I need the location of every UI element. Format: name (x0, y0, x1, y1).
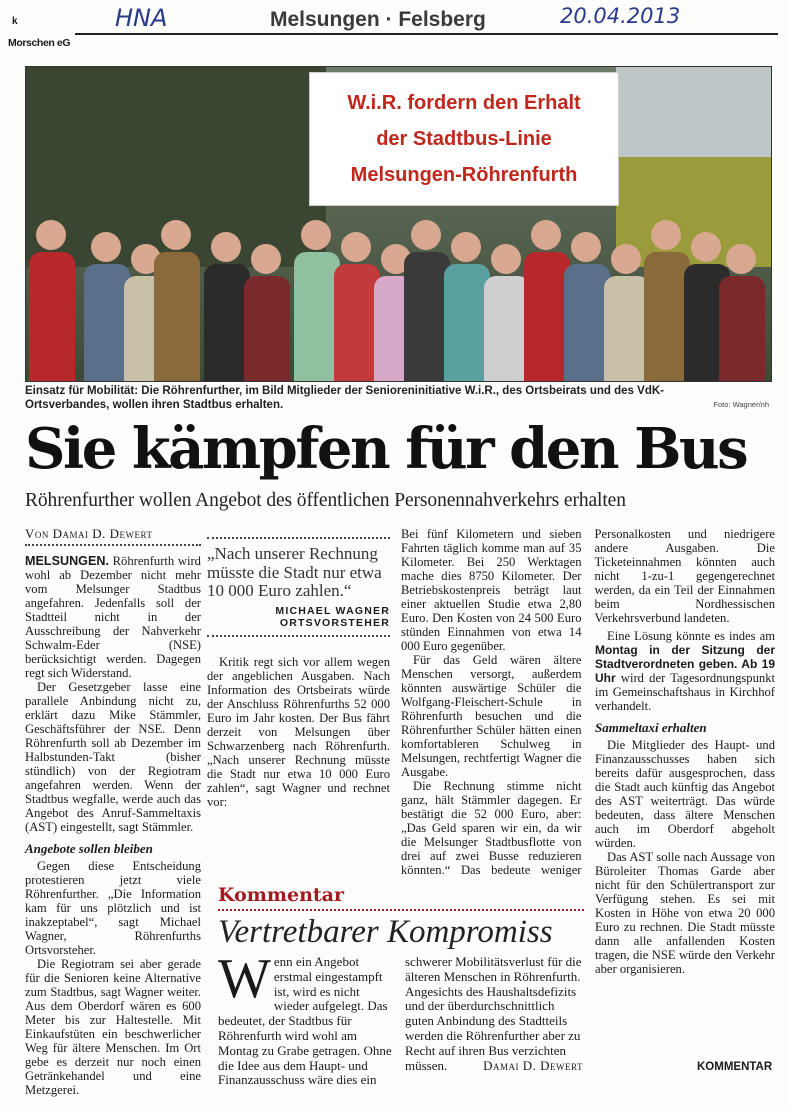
person-head (91, 232, 121, 262)
article-column-4 (595, 629, 775, 976)
person-body (524, 252, 570, 381)
person-body (404, 252, 450, 381)
paragraph-text: wird der Tagesordnungspunkt im Gemeinschaftshaus in Kirchhof verhandelt. (595, 671, 775, 713)
paragraph: Das AST solle nach Aussage von Büroleiter Thomas Garde aber nicht für den Schülertransport zur Verfügung stehen. Es sei mit Kosten in Höhe von etwa 20 000 Euro zu rechnen. Die Stadt müsste dann alle anfallenden Kosten tragen, die NSE würde den Verkehr aber organisieren. (595, 850, 775, 976)
article-column-1 (25, 527, 201, 1097)
person-body (484, 276, 530, 381)
photo-credit: Foto: Wagner/nh (713, 400, 769, 409)
person-head (611, 244, 641, 274)
highlight-text: Montag in der Sitzung der Stadtverordneten geben. Ab 19 Uhr (595, 643, 775, 685)
clip-fragment: k (12, 16, 18, 27)
dateline: MELSUNGEN. (25, 554, 109, 568)
quote-role: ORTSVORSTEHER (279, 616, 390, 629)
paragraph: Die Regiotram sei aber gerade für die Senioren keine Alternative zum Stadtbus, sagt Wagner weiter. Aus dem Oberdorf wären es 600 Meter bis zur Haltestelle. Mit Einkaufstüten ein beschwerlicher Weg für ältere Menschen. Im Ort gebe es derzeit nur noch einen Getränkehandel und eine Metzgerei. (25, 957, 201, 1097)
section-subhead: Sammeltaxi erhalten (595, 720, 707, 735)
person-head (211, 232, 241, 262)
quote-author: MICHAEL WAGNER (275, 604, 390, 617)
person-body (244, 276, 290, 381)
quote-text: „Nach unserer Rechnung müsste die Stadt nur etwa 10 000 Euro zahlen.“ (207, 544, 382, 600)
person-head (451, 232, 481, 262)
person-head (36, 220, 66, 250)
paragraph-text: Röhrenfurth wird wohl ab Dezember nicht mehr vom Melsunger Stadtbus angefahren. Jedenfalls soll der Stadtteil nicht in der Ausschreibung der Nahverkehr Schwalm-Eder (NSE) berücksichtigt werden. Dagegen regt sich Widerstand. (25, 554, 201, 680)
paragraph (595, 629, 775, 713)
commentary-column-2 (405, 955, 583, 1073)
person-head (161, 220, 191, 250)
person-body (444, 264, 490, 381)
paragraph: Gegen diese Entscheidung protestieren jetzt viele Röhrenfurther. „Die Information kam für uns plötzlich und ist inakzeptabel“, sagt Michael Wagner, Röhrenfurths Ortsvorsteher. (25, 859, 201, 957)
commentary-text: enn ein Angebot erstmal eingestampft ist, wird es nicht wieder aufgelegt. Das bedeutet, der Stadtbus für Röhrenfurth wird wohl am Montag zu Grabe getragen. Ohne die Idee aus dem Haupt- und Finanzausschuss wäre dies ein (218, 954, 392, 1088)
sign-line: Melsungen-Röhrenfurth (350, 164, 578, 186)
person-head (251, 244, 281, 274)
clip-fragment-source: Morschen eG (8, 37, 71, 49)
byline: Von Damai D. Dewert (25, 527, 201, 546)
person-body (154, 252, 200, 381)
person-head (651, 220, 681, 250)
commentary-title: Vertretbarer Kompromiss (218, 914, 553, 950)
paragraph: Der Gesetzgeber lasse eine parallele Anbindung nicht zu, erklärt dazu Mike Stämmler, Geschäftsführer der NSE. Denn Röhrenfurth soll ab Dezember im Halbstunden-Takt (bisher stündlich) von der Regiotram angefahren werden. Wenn der Stadtbus wegfalle, werde auch das Angebot des Anruf-Sammeltaxis (AST) eingestellt, sagt Stämmler. (25, 680, 201, 834)
paragraph: Die Rechnung stimme nicht ganz, hält Stämmler dagegen. Er bestätigt die 52 000 Euro, aber: „Das Geld sparen wir ein, da wir die Melsunger Stadtbusflotte von drei auf zwei Busse reduzieren könnten.“ Das bedeute weniger Personalkosten und niedrigere andere Ausgaben. Die Ticketeinnahmen könnten auch nicht 1-zu-1 gegengerechnet werden, da ein Teil der Einnahmen beim Nordhessischen Verkehrsverbund landeten. (401, 527, 775, 877)
person-head (301, 220, 331, 250)
person-body (604, 276, 650, 381)
person-head (571, 232, 601, 262)
person-body (334, 264, 380, 381)
article-column-2 (207, 527, 390, 809)
handwritten-date: 20.04.2013 (560, 4, 681, 28)
group-photo (25, 66, 772, 382)
section-title: Melsungen · Felsberg (270, 8, 486, 31)
person-body (644, 252, 690, 381)
person-head (531, 220, 561, 250)
person-head (491, 244, 521, 274)
person-head (691, 232, 721, 262)
paragraph: Für das Geld wären ältere Menschen versorgt, außerdem könnten auswärtige Schüler die Wolfgang-Fleischert-Schule in Röhrenfurth besuchen und die Röhrenfurther Schüler hätten einen komfortableren Schulweg in Melsungen, rechtfertigt Wagner die Ausgabe. (401, 653, 582, 779)
paragraph-text: Eine Lösung könnte es indes am (607, 629, 775, 643)
commentary-reference: KOMMENTAR (697, 1061, 773, 1073)
person-body (29, 252, 75, 381)
commentary-label: Kommentar (218, 884, 344, 906)
commentary-column-1 (218, 948, 396, 1088)
person-head (726, 244, 756, 274)
sign-line: W.i.R. fordern den Erhalt (347, 92, 581, 114)
paragraph: Die Mitglieder des Haupt- und Finanzausschusses haben sich bereits dafür ausgesprochen, dass die Stadt auch künftig das Angebot des AST weiterträgt. Das würde bedeuten, dass ältere Menschen auch im Oberdorf abgeholt würden. (595, 738, 775, 850)
person-body (719, 276, 765, 381)
paragraph (25, 554, 201, 680)
commentary-text: schwerer Mobilitätsverlust für die älteren Menschen in Röhrenfurth. Angesichts des Haushaltsdefizits und der überdurchschnittlich guten Anbindung des Stadtteils werden die Röhrenfurther aber zu Recht auf ihren Bus verzichten müssen. (405, 954, 582, 1073)
subheadline: Röhrenfurther wollen Angebot des öffentlichen Personennahverkehrs erhalten (25, 490, 626, 511)
person-body (564, 264, 610, 381)
person-body (204, 264, 250, 381)
sign-line: der Stadtbus-Linie (376, 128, 552, 150)
pull-quote (207, 537, 390, 637)
section-subhead: Angebote sollen bleiben (25, 841, 153, 856)
person-body (294, 252, 340, 381)
protest-sign (309, 72, 619, 206)
header-rule (75, 33, 778, 35)
drop-cap: W (218, 948, 271, 1010)
headline: Sie kämpfen für den Bus (25, 416, 747, 482)
person-head (411, 220, 441, 250)
commentary-rule (218, 909, 584, 911)
person-head (341, 232, 371, 262)
photo-caption: Einsatz für Mobilität: Die Röhrenfurther, im Bild Mitglieder der Senioreninitiative W.i.R., des Ortsbeirats und des VdK-Ortsverbandes, wollen ihren Stadtbus erhalten. (25, 385, 664, 411)
handwritten-source: HNA (115, 4, 168, 32)
paragraph: Kritik regt sich vor allem wegen der angeblichen Ausgaben. Nach Information des Ortsbeirats würde der Anschluss Röhrenfurths 52 000 Euro im Jahr kosten. Der Bus fährt derzeit von Melsungen über Schwarzenberg nach Röhrenfurth. „Nach unserer Rechnung müsste die Stadt nur etwa 10 000 Euro zahlen“, sagt Wagner und rechnet vor: (207, 654, 390, 809)
commentary-signature: Damai D. Dewert (483, 1057, 583, 1073)
paragraph: Bei fünf Kilometern und sieben Fahrten täglich komme man auf 35 Kilometer. Bei 250 Werktagen mache dies 8750 Kilometer. Der Betriebskostenpreis beträgt laut einer aktuellen Studie etwa 2,80 Euro. Den Kosten von 24 500 Euro stünden Einnahmen von etwa 14 000 Euro gegenüber. (401, 527, 582, 653)
person-body (84, 264, 130, 381)
